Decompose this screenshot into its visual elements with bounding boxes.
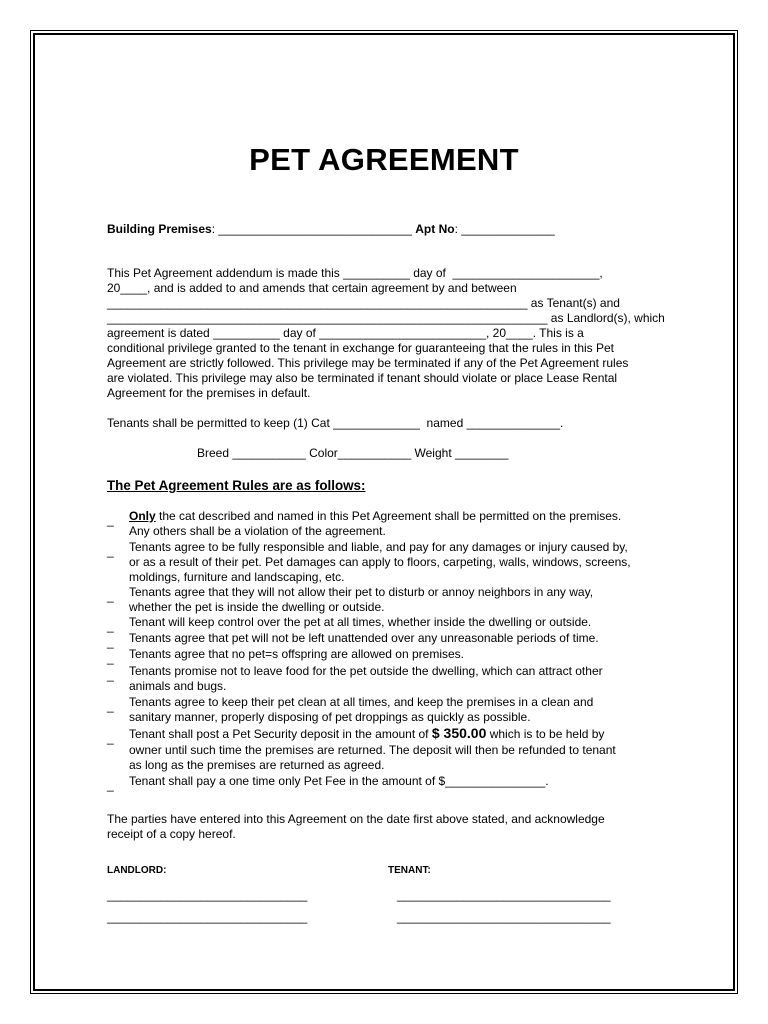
closing-line: receipt of a copy hereof. bbox=[107, 827, 236, 841]
rule-text: Tenant shall post a Pet Security deposit in the amount of bbox=[129, 727, 432, 741]
rule-text: the cat described and named in this Pet Agreement shall be permitted on the premises. bbox=[155, 509, 622, 523]
tenant-label: TENANT: bbox=[388, 865, 431, 876]
rule-text: or as a result of their pet. Pet damages can apply to floors, carpeting, walls, windows, screens, bbox=[129, 555, 631, 569]
apt-blank: : ______________ bbox=[454, 222, 555, 236]
rule-text: Tenants agree that they will not allow their pet to disturb or annoy neighbors in any way, bbox=[129, 585, 594, 599]
deposit-amount: $ 350.00 bbox=[431, 725, 487, 741]
rule-bullet: _ bbox=[107, 635, 114, 649]
rule-text: Tenants agree to keep their pet clean at all times, and keep the premises in a clean and bbox=[129, 695, 594, 709]
intro-line: are violated. This privilege may also be terminated if tenant should violate or place Lease Rental bbox=[107, 371, 618, 385]
rule-text: which is to be held by bbox=[486, 727, 605, 741]
premises-row bbox=[107, 222, 555, 237]
rule-bullet: _ bbox=[107, 589, 114, 603]
tenant-signature-line: ________________________________ bbox=[397, 888, 611, 902]
rule-text: whether the pet is inside the dwelling or outside. bbox=[129, 600, 385, 614]
rule-text: as long as the premises are returned as agreed. bbox=[129, 758, 385, 772]
intro-line: Agreement for the premises in default. bbox=[107, 386, 311, 400]
intro-line: This Pet Agreement addendum is made this __________ day of ______________________, bbox=[107, 266, 603, 280]
breed-color-weight-line: Breed ___________ Color___________ Weight ________ bbox=[197, 446, 509, 460]
closing-line: The parties have entered into this Agreement on the date first above stated, and acknowledge bbox=[107, 812, 605, 826]
rule-text: Tenants agree that pet will not be left unattended over any unreasonable periods of time. bbox=[129, 631, 599, 645]
intro-line: agreement is dated __________ day of _________________________, 20____. This is a bbox=[107, 326, 584, 340]
only-emphasis: Only bbox=[129, 509, 156, 523]
rule-bullet: _ bbox=[107, 731, 114, 745]
rule-text: Tenant shall pay a one time only Pet Fee in the amount of $_______________. bbox=[129, 774, 549, 788]
landlord-signature-line: ______________________________ bbox=[107, 888, 308, 902]
rule-text: Tenants agree to be fully responsible and liable, and pay for any damages or injury caused by, bbox=[129, 540, 628, 554]
landlord-signature-line: ______________________________ bbox=[107, 910, 308, 924]
rule-text: animals and bugs. bbox=[129, 679, 227, 693]
premises-label: Building Premises bbox=[107, 222, 212, 236]
landlord-label: LANDLORD: bbox=[107, 865, 167, 876]
rule-bullet: _ bbox=[107, 513, 114, 527]
rule-bullet: _ bbox=[107, 619, 114, 633]
intro-line: Agreement are strictly followed. This privilege may be terminated if any of the Pet Agreement rules bbox=[107, 356, 629, 370]
rule-text: Any others shall be a violation of the agreement. bbox=[129, 524, 386, 538]
rule-bullet: _ bbox=[107, 544, 114, 558]
intro-line: 20____, and is added to and amends that certain agreement by and between bbox=[107, 281, 517, 295]
pet-permission-line: Tenants shall be permitted to keep (1) Cat _____________ named ______________. bbox=[107, 416, 564, 430]
tenant-signature-line: ________________________________ bbox=[397, 910, 611, 924]
premises-blank: : _____________________________ bbox=[211, 222, 416, 236]
intro-line: conditional privilege granted to the tenant in exchange for guaranteeing that the rules in this Pet bbox=[107, 341, 615, 355]
rule-bullet: _ bbox=[107, 651, 114, 665]
rule-bullet: _ bbox=[107, 699, 114, 713]
rule-text: sanitary manner, properly disposing of pet droppings as quickly as possible. bbox=[129, 710, 531, 724]
intro-line: _______________________________________________________________ as Tenant(s) and bbox=[107, 296, 620, 310]
document-title: PET AGREEMENT bbox=[249, 142, 519, 177]
rule-bullet: _ bbox=[107, 778, 114, 792]
rules-heading: The Pet Agreement Rules are as follows: bbox=[107, 478, 366, 493]
rule-text: owner until such time the premises are returned. The deposit will then be refunded to tenant bbox=[129, 743, 616, 757]
rule-text: Tenants agree that no pet=s offspring are allowed on premises. bbox=[129, 647, 464, 661]
rule-text: moldings, furniture and landscaping, etc. bbox=[129, 570, 345, 584]
rule-text: Tenants promise not to leave food for the pet outside the dwelling, which can attract other bbox=[129, 664, 603, 678]
apt-label: Apt No bbox=[415, 222, 455, 236]
rule-text: Tenant will keep control over the pet at all times, whether inside the dwelling or outside. bbox=[129, 615, 592, 629]
intro-line: __________________________________________________________________ as Landlord(s), which bbox=[107, 311, 665, 325]
rule-bullet: _ bbox=[107, 668, 114, 682]
